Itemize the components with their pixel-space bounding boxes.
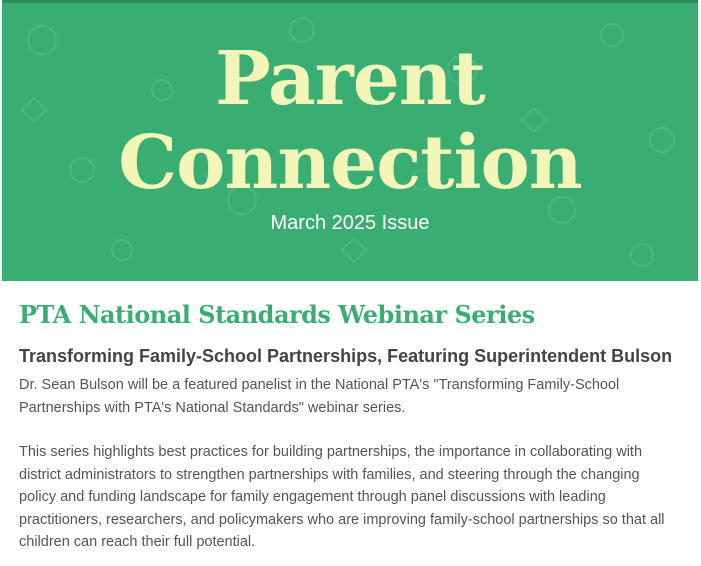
article-section [19,294,679,554]
article-paragraph-intro: Dr. Sean Bulson will be a featured panelist in the National PTA's "Transforming Family-School Partnerships with PTA's National Standards" webinar series. [19,377,620,416]
hero-title-line1: Parent [215,36,485,122]
article-paragraph-details: This series highlights best practices for building partnerships, the importance in collaborating with district administrators to strengthen partnerships with families, and steering through the changing policy and funding landscape for family engagement through panel discussions with leading practitioners, researchers, and policymakers who are improving family-school partnerships so that all children can reach their full potential. [19,444,665,550]
issue-date: March 2025 Issue [270,212,430,234]
article-title: Transforming Family-School Partnerships, Featuring Superintendent Bulson [19,346,673,366]
section-title: PTA National Standards Webinar Series [19,300,535,329]
hero-title-line2: Connection [118,120,582,206]
hero-banner [2,0,698,281]
